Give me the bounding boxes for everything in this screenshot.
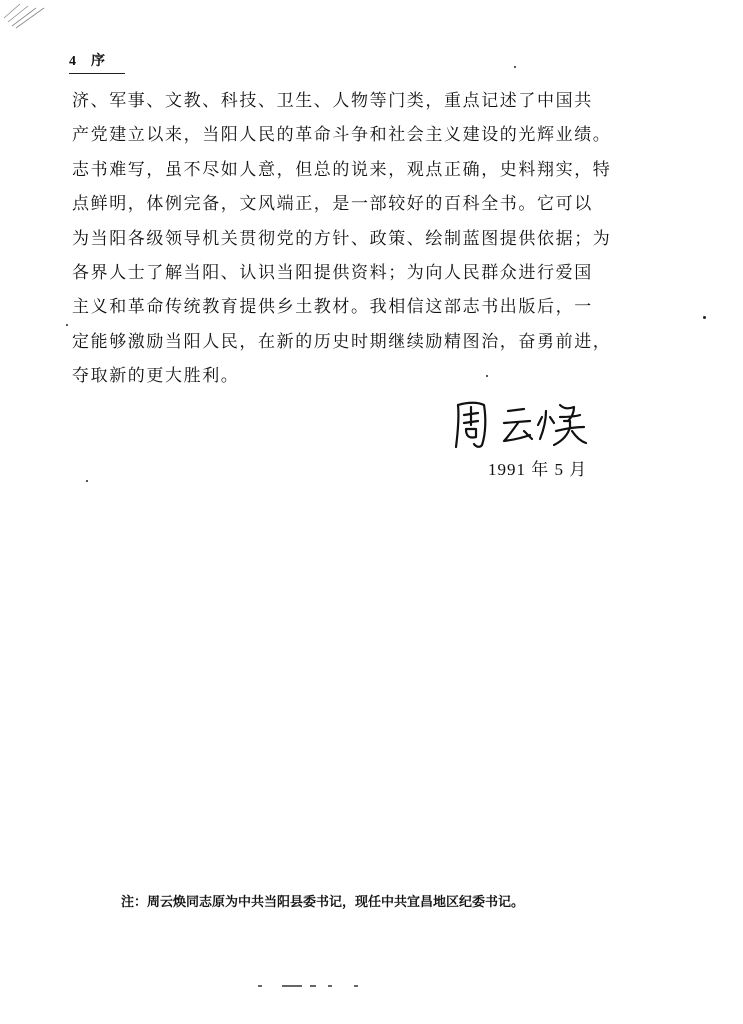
scan-speck <box>86 480 88 482</box>
page-header <box>69 52 105 71</box>
body-paragraph <box>72 84 672 394</box>
header-rule <box>69 73 125 74</box>
body-line: 主义和革命传统教育提供乡土教材。我相信这部志书出版后，一 <box>72 297 593 318</box>
body-line: 济、军事、文教、科技、卫生、人物等门类，重点记述了中国共 <box>72 91 593 111</box>
scan-speck <box>703 316 706 319</box>
body-line: 点鲜明，体例完备，文风端正，是一部较好的百科全书。它可以 <box>72 194 593 215</box>
scan-speck <box>514 66 516 68</box>
body-line: 定能够激励当阳人民，在新的历史时期继续励精图治，奋勇前进， <box>72 331 612 352</box>
section-title: 序 <box>91 53 105 69</box>
footnote: 注：周云焕同志原为中共当阳县委书记，现任中共宜昌地区纪委书记。 <box>121 895 525 910</box>
body-line: 夺取新的更大胜利。 <box>72 366 240 387</box>
handwritten-signature <box>446 397 594 451</box>
body-line: 为当阳各级领导机关贯彻党的方针、政策、绘制蓝图提供依据；为 <box>72 228 612 249</box>
scan-speck <box>66 324 68 326</box>
scan-speck <box>486 375 488 377</box>
body-line: 志书难写，虽不尽如人意，但总的说来，观点正确，史料翔实，特 <box>72 159 612 180</box>
page-number: 4 <box>69 54 76 69</box>
date: 1991 年 5 月 <box>488 460 588 479</box>
body-line: 各界人士了解当阳、认识当阳提供资料；为向人民群众进行爱国 <box>72 263 593 284</box>
scan-artifact <box>258 984 368 988</box>
scanner-stamp <box>0 0 58 36</box>
body-line: 产党建立以来，当阳人民的革命斗争和社会主义建设的光辉业绩。 <box>72 125 612 146</box>
